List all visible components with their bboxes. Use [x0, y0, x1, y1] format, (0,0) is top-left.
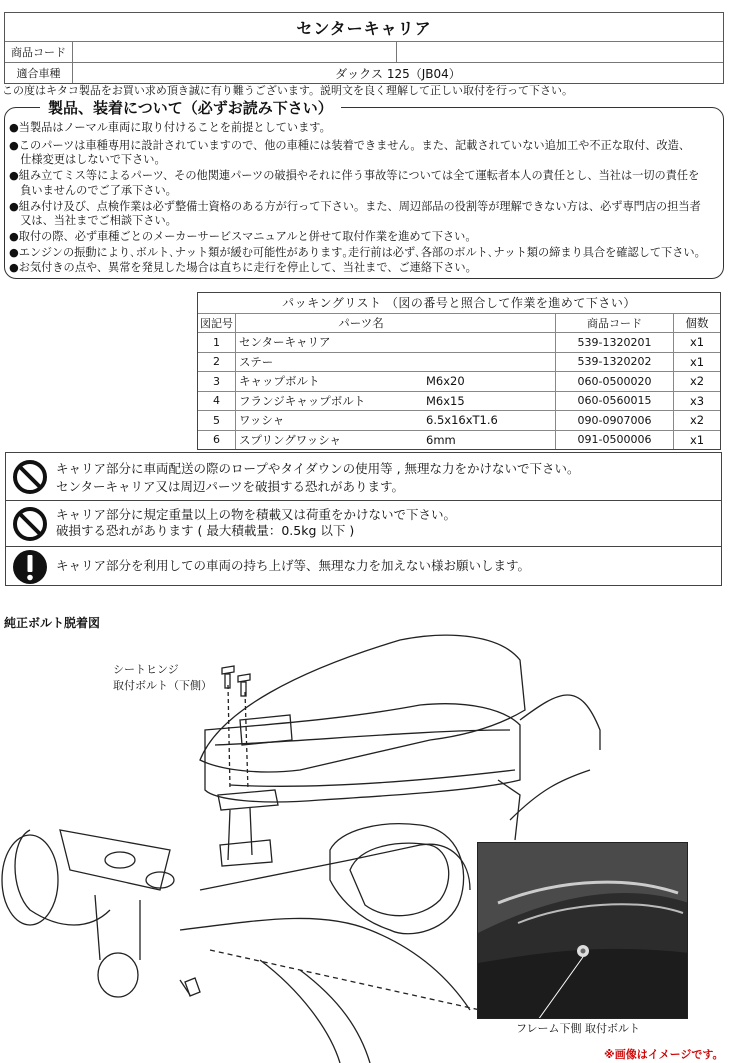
vehicle-value: ダックス 125（JB04） [335, 66, 461, 81]
row-no: 3 [198, 372, 236, 391]
row-spec [426, 353, 556, 372]
image-note: ※画像はイメージです。 [604, 1048, 724, 1061]
row-code: 091-0500006 [556, 431, 674, 450]
row-no: 4 [198, 392, 236, 411]
warning-box-rope [5, 452, 722, 501]
warning-box-weight [5, 500, 722, 547]
header-spec [426, 314, 556, 333]
warning-line: キャリア部分に車両配送の際のロープやタイダウンの使用等 , 無理な力をかけないで下さい。 [56, 461, 580, 476]
packing-list-table [197, 292, 721, 450]
table-row [198, 410, 720, 430]
table-row [198, 352, 720, 372]
notice-line: ●お気付きの点や、異常を発見した場合は直ちに走行を停止して、当社まで、ご連絡下さい。 [9, 261, 477, 274]
header-code: 商品コード [556, 314, 674, 333]
row-spec [426, 333, 556, 352]
notice-line: ●当製品はノーマル車両に取り付けることを前提としています。 [9, 121, 331, 134]
table-row [198, 332, 720, 352]
notice-title: 製品、装着について（必ずお読み下さい） [40, 97, 341, 118]
warning-line: センターキャリア又は周辺パーツを破損する恐れがあります。 [56, 479, 405, 494]
row-qty: x3 [689, 393, 705, 408]
header-part-name: パーツ名 [338, 315, 384, 330]
notice-box [4, 107, 724, 279]
seat-hinge-label [113, 662, 212, 694]
row-qty: x1 [689, 432, 705, 447]
warning-box-lifting [5, 546, 722, 586]
seat-hinge-label-line: シートヒンジ [113, 663, 179, 676]
row-code: 060-0560015 [556, 392, 674, 411]
row-no: 6 [198, 431, 236, 450]
notice-line: ●このパーツは車種専用に設計されていますので、他の車種には装着できません。また、記載されていない追加工や不正な取付、改造、 [9, 139, 691, 152]
warning-line: キャリア部分を利用しての車両の持ち上げ等、無理な力を加えない様お願いします。 [56, 558, 531, 573]
prohibition-icon [12, 506, 48, 542]
notice-line: ●組み付け及び、点検作業は必ず整備士資格のある方が行って下さい。また、周辺部品の役割等が理解できない方は、必ず専門店の担当者 [9, 200, 701, 213]
product-code-row [5, 41, 723, 62]
notice-line: ●エンジンの振動により､ボルト､ナット類が緩む可能性があります｡走行前は必ず､各部のボルト､ナット類の締まり具合を確認して下さい。 [9, 246, 706, 259]
warning-line: 破損する恐れがあります ( 最大積載量：0.5kg 以下 ) [56, 523, 355, 538]
row-name: センターキャリア [239, 335, 331, 350]
prohibition-icon [12, 459, 48, 495]
row-qty: x2 [689, 413, 705, 428]
row-name: フランジキャップボルト [239, 393, 366, 408]
intro-text: この度はキタコ製品をお買い求め頂き誠に有り難うございます。説明文を良く理解して正しい取付を行って下さい。 [2, 84, 574, 97]
vehicle-row [5, 62, 723, 83]
vehicle-label: 適合車種 [5, 63, 73, 83]
diagram-title: 純正ボルト脱着図 [4, 616, 101, 630]
packing-list-header [198, 313, 720, 333]
row-code: 539-1320201 [556, 333, 674, 352]
row-code: 060-0500020 [556, 372, 674, 391]
table-row [198, 391, 720, 411]
page-title: センターキャリア [296, 18, 432, 38]
notice-line: 負いませんのでご了承下さい。 [9, 184, 177, 197]
product-code-value [397, 42, 723, 62]
header-table [4, 12, 724, 84]
row-name: スプリングワッシャ [239, 432, 342, 447]
notice-line: ●取付の際、必ず車種ごとのメーカーサービスマニュアルと併せて取付作業を進めて下さい。 [9, 230, 477, 243]
row-spec: M6x20 [426, 372, 556, 391]
product-code-cell [73, 42, 397, 62]
row-no: 5 [198, 411, 236, 430]
row-no: 1 [198, 333, 236, 352]
packing-list-caption: パッキングリスト （図の番号と照合して作業を進めて下さい） [282, 296, 636, 311]
seat-hinge-label-line: 取付ボルト（下側） [113, 679, 212, 692]
warning-line: キャリア部分に規定重量以上の物を積載又は荷重をかけないで下さい。 [56, 507, 457, 522]
row-code: 090-0907006 [556, 411, 674, 430]
notice-line: 又は、当社までご相談下さい。 [9, 214, 177, 227]
row-qty: x1 [689, 354, 705, 369]
row-spec: 6.5x16xT1.6 [426, 411, 556, 430]
row-qty: x1 [689, 335, 705, 350]
table-row [198, 371, 720, 391]
row-spec: 6mm [426, 431, 556, 450]
caution-icon [12, 549, 48, 585]
photo-caption: フレーム下側 取付ボルト [516, 1022, 641, 1035]
product-code-label: 商品コード [5, 42, 73, 62]
notice-line: 仕様変更はしないで下さい。 [9, 153, 166, 166]
notice-line: ●組み立てミス等によるパーツ、その他関連パーツの破損やそれに伴う事故等については全て運転者本人の責任とし、当社は一切の責任を [9, 169, 700, 182]
row-code: 539-1320202 [556, 353, 674, 372]
row-name: ワッシャ [239, 413, 285, 428]
header-no: 図記号 [198, 314, 236, 333]
frame-photo-illustration [478, 843, 688, 1019]
row-no: 2 [198, 353, 236, 372]
row-name: キャップボルト [239, 374, 320, 389]
header-qty: 個数 [685, 315, 709, 330]
row-qty: x2 [689, 374, 705, 389]
row-name: ステー [239, 354, 274, 369]
table-row [198, 430, 720, 450]
frame-bolt-photo [477, 842, 688, 1019]
row-spec: M6x15 [426, 392, 556, 411]
